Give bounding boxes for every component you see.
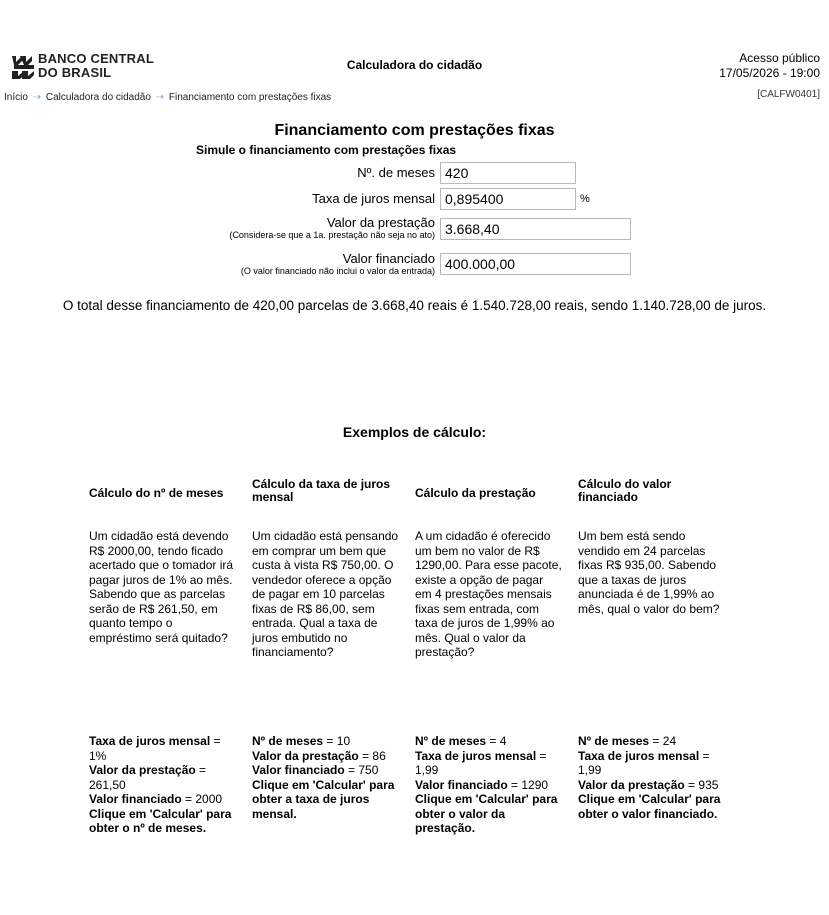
example-param-value: = 1290 [507,777,549,792]
example-text: Um cidadão está devendo R$ 2000,00, tendo ficado acertado que o tomador irá pagar juros de 1% ao mês. Sabendo que as parcelas serão de R$ 261,50, em quanto tempo o empréstimo será quitado? [89,529,234,645]
example-description [89,529,237,645]
example-param-label: Nº de meses [578,734,650,748]
example-param-label: Valor financiado [415,777,508,792]
example-param-label: Taxa de juros mensal [415,748,537,763]
example-param-label: Valor financiado [89,792,182,806]
example-param-label: Taxa de juros mensal [89,734,211,748]
example-param-label: Valor financiado [252,763,345,777]
example-param-value: = 86 [358,748,386,763]
example-instruction-text: Clique em 'Calcular' para obter o valor da prestação. [415,792,558,835]
breadcrumb-home-link[interactable]: Início [4,92,28,103]
example-heading-text: Cálculo do nº de meses [89,486,224,500]
example-param [415,778,563,793]
example-param-label: Taxa de juros mensal [578,748,700,763]
example-param-label: Valor da prestação [578,777,685,792]
example-param-value: = 2000 [181,792,223,806]
taxa-input[interactable] [440,188,576,210]
example-description [252,529,400,660]
example-param [252,734,400,749]
example-heading [89,487,237,500]
example-param-label: Nº de meses [415,734,487,748]
example-instruction [252,778,400,822]
prestacao-label-group [229,215,435,241]
example-parameters [578,734,726,821]
prestacao-input[interactable] [440,218,631,240]
logo-line2: DO BRASIL [38,65,112,80]
example-instruction-text: Clique em 'Calcular' para obter o valor financiado. [578,792,721,821]
example-param [415,749,563,778]
example-param-value: = 1,99 [415,748,547,777]
example-heading-text: Cálculo da taxa de juros mensal [252,477,391,504]
screen-code: [CALFW0401] [757,89,820,100]
result-summary: O total desse financiamento de 420,00 parcelas de 3.668,40 reais é 1.540.728,00 reais, sendo 1.140.728,00 de juros. [62,298,767,313]
example-param-label: Nº de meses [252,734,324,748]
breadcrumb [4,92,331,103]
example-param-value: = 24 [649,734,677,748]
example-param [252,763,400,778]
example-parameters [415,734,563,836]
example-param-value: = 935 [684,777,719,792]
financiado-label-group [241,251,435,277]
example-param [578,778,726,793]
example-param-value: = 4 [486,734,507,748]
example-param-value: = 1,99 [578,748,710,777]
example-param [578,749,726,778]
form-subtitle: Simule o financiamento com prestações fixas [196,143,457,157]
example-param-value: = 750 [344,763,379,777]
example-param-label: Valor da prestação [252,748,359,763]
examples-title: Exemplos de cálculo: [342,424,487,440]
financiado-input[interactable] [440,253,631,275]
example-param [252,749,400,764]
example-param [89,734,237,763]
meses-input[interactable] [440,162,576,184]
example-instruction [415,792,563,836]
logo-line1: BANCO CENTRAL [38,51,154,66]
example-description [415,529,563,660]
example-instruction [89,807,237,836]
example-instruction [578,792,726,821]
example-parameters [252,734,400,821]
example-param [578,734,726,749]
breadcrumb-arrow-icon: ⇢ [155,92,165,103]
example-description [578,529,726,616]
example-text: Um bem está sendo vendido em 24 parcelas fixas R$ 935,00. Sabendo que a taxas de juros anunciada é de 1,99% ao mês, qual o valor do bem? [578,529,720,616]
example-text: Um cidadão está pensando em comprar um bem que custa à vista R$ 750,00. O vendedor oferece a opção de pagar em 10 parcelas fixas de R$ 86,00, sem entrada. Qual a taxa de juros embutido no financiamento? [252,529,399,659]
access-type: Acesso público [739,51,820,65]
breadcrumb-current: Financiamento com prestações fixas [168,92,332,103]
example-param-label: Valor da prestação [89,763,196,777]
example-heading [252,478,400,504]
meses-label: Nº. de meses [357,165,435,180]
taxa-label: Taxa de juros mensal [312,191,435,206]
example-param-value: = 10 [323,734,351,748]
example-instruction-text: Clique em 'Calcular' para obter o nº de meses. [89,806,232,835]
example-param-value: = 1% [89,734,221,763]
prestacao-label: Valor da prestação [326,215,435,230]
current-datetime: 17/05/2026 - 19:00 [719,66,820,80]
app-title: Calculadora do cidadão [346,58,483,72]
example-heading-text: Cálculo da prestação [415,486,536,500]
form-title: Financiamento com prestações fixas [274,122,555,139]
access-info [719,51,820,81]
breadcrumb-calculadora-link[interactable]: Calculadora do cidadão [45,92,151,103]
financiado-note: (O valor financiado não inclui o valor da entrada) [240,266,435,276]
breadcrumb-arrow-icon: ⇢ [32,92,42,103]
example-param [89,792,237,807]
financiado-label: Valor financiado [342,251,435,266]
example-text: A um cidadão é oferecido um bem no valor de R$ 1290,00. Para esse pacote, existe a opção de pagar em 4 prestações mensais fixas sem entrada, com taxa de juros de 1,99% ao mês. Qual o valor da prestação? [415,529,562,659]
prestacao-note: (Considera-se que a 1a. prestação não seja no ato) [229,230,435,240]
example-heading [578,478,726,504]
example-param-value: = 261,50 [89,763,207,792]
example-instruction-text: Clique em 'Calcular' para obter a taxa de juros mensal. [252,777,395,821]
example-heading-text: Cálculo do valor financiado [578,477,672,504]
example-param [89,763,237,792]
example-param [415,734,563,749]
taxa-unit: % [580,193,590,205]
example-heading [415,487,563,500]
example-parameters [89,734,237,836]
